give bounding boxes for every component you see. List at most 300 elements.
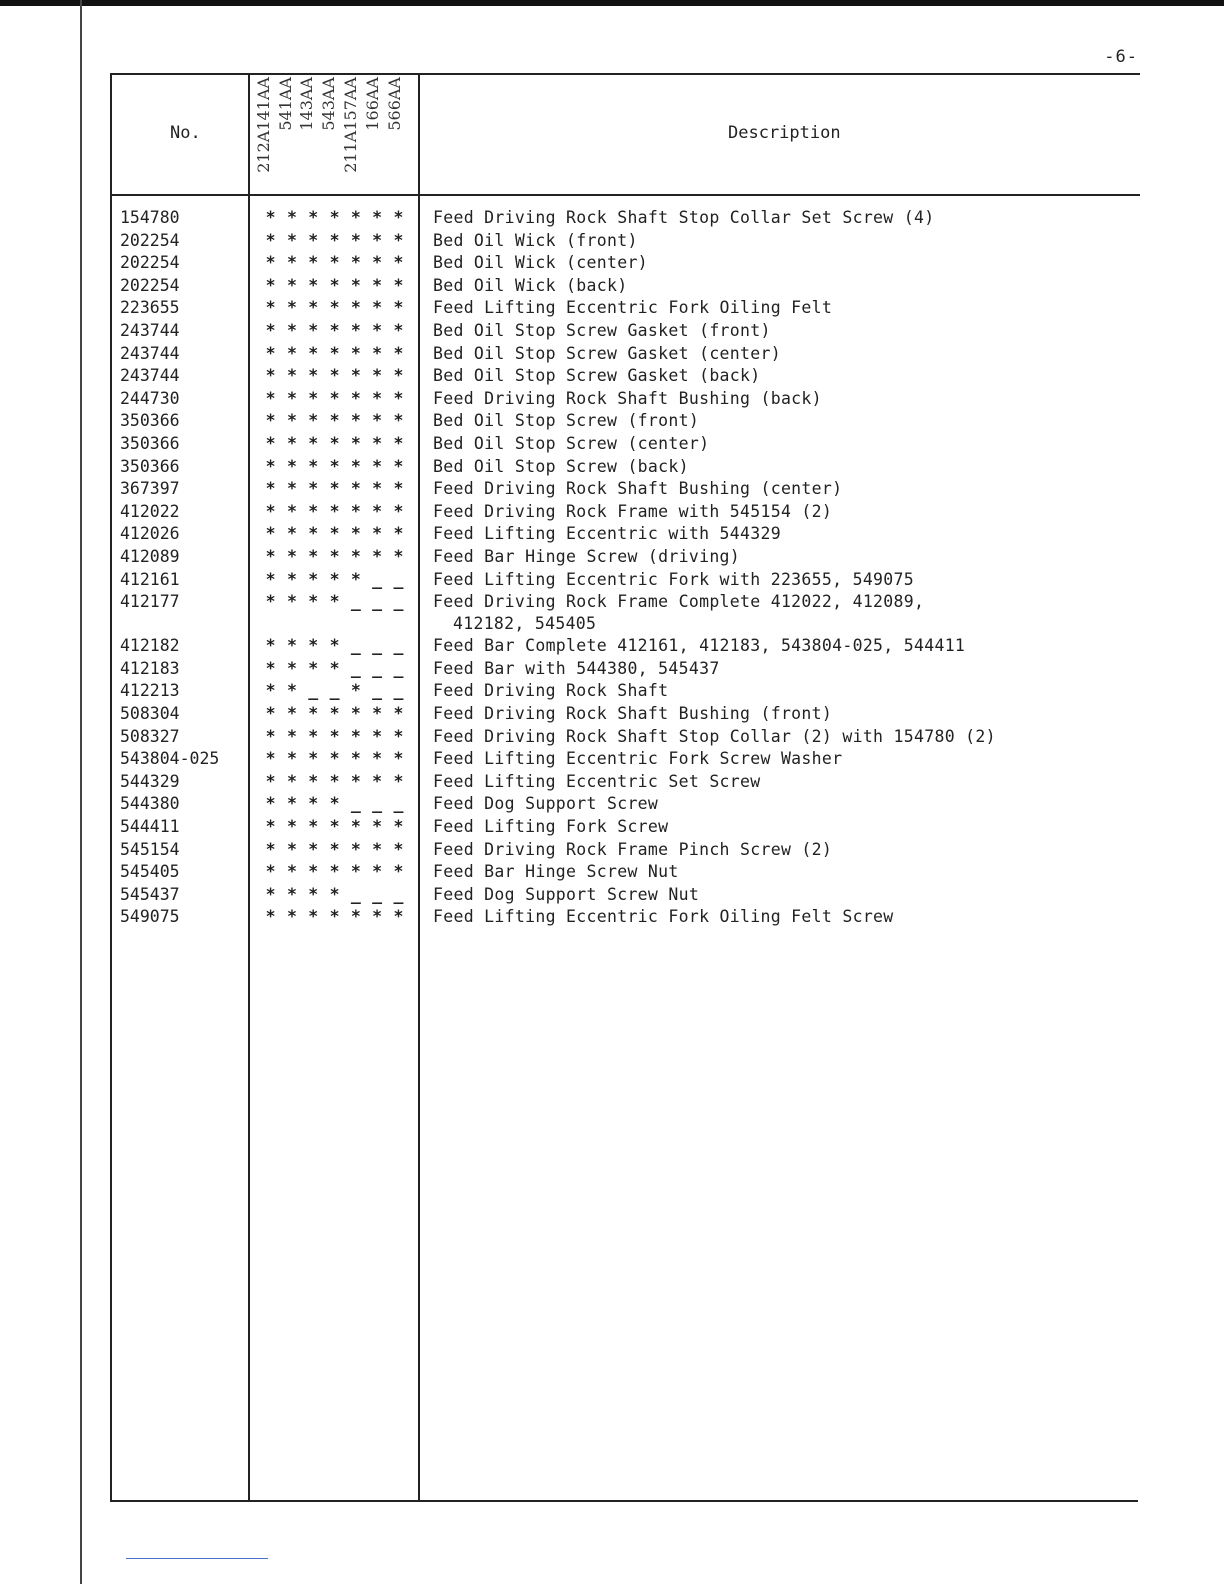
part-description: Feed Dog Support Screw Nut (433, 884, 700, 904)
applies-mark: * (372, 839, 383, 859)
applies-mark: * (286, 253, 297, 273)
applies-mark: * (265, 275, 276, 295)
applies-mark: * (329, 884, 340, 904)
applies-mark: * (265, 479, 276, 499)
applies-mark: * (329, 321, 340, 340)
applies-mark: * (393, 501, 404, 521)
applies-mark: * (393, 388, 404, 408)
model-header-4: 211A157AA (341, 77, 360, 173)
model-applicability-marks (260, 207, 420, 229)
table-row (110, 726, 1138, 748)
applies-mark: * (350, 681, 361, 701)
model-applicability-marks (260, 410, 420, 432)
part-description: Bed Oil Stop Screw (front) (433, 411, 700, 431)
part-description: Feed Driving Rock Frame Complete 412022, 412089, (433, 592, 925, 612)
applies-mark: * (265, 501, 276, 521)
model-applicability-marks (260, 906, 420, 928)
applies-mark: * (350, 569, 361, 589)
applies-mark: * (372, 862, 383, 882)
part-number: 543804-025 (120, 749, 220, 769)
footer-underline (126, 1558, 268, 1559)
applies-mark: * (308, 343, 319, 363)
applies-mark: * (372, 298, 383, 318)
table-row (110, 433, 1138, 455)
part-description: Bed Oil Stop Screw (back) (433, 456, 689, 476)
applies-mark: * (308, 298, 319, 318)
model-applicability-marks (260, 230, 420, 252)
applies-mark: * (350, 411, 361, 431)
not-applicable-mark: _ (393, 794, 404, 814)
applies-mark: * (329, 726, 340, 746)
applies-mark: * (286, 366, 297, 386)
part-description: Bed Oil Stop Screw Gasket (center) (433, 343, 781, 363)
part-number: 367397 (120, 479, 180, 499)
applies-mark: * (308, 388, 319, 408)
table-row (110, 456, 1138, 478)
applies-mark: * (372, 366, 383, 386)
applies-mark: * (286, 794, 297, 814)
applies-mark: * (329, 547, 340, 566)
part-description: Bed Oil Wick (back) (433, 275, 628, 295)
applies-mark: * (286, 704, 297, 723)
applies-mark: * (286, 749, 297, 769)
applies-mark: * (329, 524, 340, 544)
not-applicable-mark: _ (393, 569, 404, 589)
applies-mark: * (286, 726, 297, 746)
part-number: 412022 (120, 501, 180, 521)
applies-mark: * (265, 456, 276, 476)
applies-mark: * (286, 321, 297, 340)
applies-mark: * (308, 208, 319, 227)
part-description: Feed Driving Rock Shaft Bushing (front) (433, 704, 833, 723)
applies-mark: * (393, 366, 404, 386)
part-number: 154780 (120, 208, 180, 227)
applies-mark: * (329, 839, 340, 859)
applies-mark: * (265, 208, 276, 227)
applies-mark: * (286, 456, 297, 476)
applies-mark: * (286, 388, 297, 408)
applies-mark: * (286, 592, 297, 612)
applies-mark: * (372, 479, 383, 499)
applies-mark: * (350, 230, 361, 250)
applies-mark: * (286, 636, 297, 656)
applies-mark: * (308, 704, 319, 723)
part-description-continued: 412182, 545405 (453, 614, 597, 634)
not-applicable-mark: _ (393, 658, 404, 678)
model-header-6: 566AA (385, 77, 404, 131)
applies-mark: * (265, 839, 276, 859)
part-number: 412182 (120, 636, 180, 656)
applies-mark: * (372, 411, 383, 431)
model-applicability-marks (260, 680, 420, 702)
model-applicability-marks (260, 726, 420, 748)
applies-mark: * (308, 862, 319, 882)
model-applicability-marks (260, 343, 420, 365)
applies-mark: * (286, 411, 297, 431)
applies-mark: * (350, 726, 361, 746)
model-header-0: 212A141AA (254, 77, 273, 173)
applies-mark: * (372, 456, 383, 476)
not-applicable-mark: _ (350, 636, 361, 656)
applies-mark: * (393, 208, 404, 227)
part-description: Feed Lifting Eccentric Fork Oiling Felt Screw (433, 907, 894, 927)
applies-mark: * (308, 839, 319, 859)
model-header-3: 543AA (319, 77, 338, 131)
table-row (110, 523, 1138, 545)
table-bottom-rule (110, 1500, 1138, 1502)
model-applicability-marks (260, 546, 420, 568)
applies-mark: * (308, 726, 319, 746)
table-row (110, 839, 1138, 861)
applies-mark: * (372, 524, 383, 544)
applies-mark: * (265, 388, 276, 408)
applies-mark: * (393, 749, 404, 769)
applies-mark: * (350, 456, 361, 476)
applies-mark: * (372, 208, 383, 227)
applies-mark: * (350, 817, 361, 836)
part-number: 202254 (120, 275, 180, 295)
applies-mark: * (308, 907, 319, 927)
applies-mark: * (350, 434, 361, 453)
applies-mark: * (372, 547, 383, 566)
part-description: Feed Dog Support Screw (433, 794, 659, 814)
part-number: 412026 (120, 524, 180, 544)
top-border (0, 0, 1224, 6)
applies-mark: * (308, 321, 319, 340)
applies-mark: * (393, 547, 404, 566)
part-description: Feed Lifting Eccentric Fork with 223655, 549075 (433, 569, 914, 589)
applies-mark: * (329, 298, 340, 318)
model-applicability-marks (260, 635, 420, 657)
applies-mark: * (286, 569, 297, 589)
applies-mark: * (350, 547, 361, 566)
applies-mark: * (393, 704, 404, 723)
applies-mark: * (372, 771, 383, 791)
page-number: -6- (1104, 47, 1138, 67)
part-number: 544329 (120, 771, 180, 791)
applies-mark: * (350, 749, 361, 769)
model-applicability-marks (260, 297, 420, 319)
applies-mark: * (286, 907, 297, 927)
model-applicability-marks (260, 320, 420, 342)
applies-mark: * (393, 230, 404, 250)
applies-mark: * (393, 524, 404, 544)
part-description: Feed Driving Rock Shaft Stop Collar Set Screw (4) (433, 208, 935, 227)
applies-mark: * (329, 208, 340, 227)
applies-mark: * (286, 547, 297, 566)
applies-mark: * (265, 862, 276, 882)
model-applicability-marks (260, 884, 420, 906)
applies-mark: * (393, 434, 404, 453)
part-description: Feed Lifting Eccentric Fork Oiling Felt (433, 298, 833, 318)
table-row (110, 297, 1138, 319)
applies-mark: * (265, 636, 276, 656)
applies-mark: * (393, 343, 404, 363)
part-number: 412161 (120, 569, 180, 589)
part-number: 549075 (120, 907, 180, 927)
table-top-rule (110, 73, 1140, 75)
model-applicability-marks (260, 658, 420, 680)
table-row (110, 703, 1138, 725)
model-header-1: 541AA (276, 77, 295, 131)
applies-mark: * (350, 771, 361, 791)
not-applicable-mark: _ (393, 636, 404, 656)
table-row (110, 884, 1138, 906)
applies-mark: * (350, 704, 361, 723)
applies-mark: * (286, 479, 297, 499)
applies-mark: * (308, 275, 319, 295)
model-applicability-marks (260, 569, 420, 591)
not-applicable-mark: _ (372, 794, 383, 814)
part-number: 350366 (120, 456, 180, 476)
applies-mark: * (308, 749, 319, 769)
applies-mark: * (265, 704, 276, 723)
applies-mark: * (265, 253, 276, 273)
applies-mark: * (350, 479, 361, 499)
applies-mark: * (372, 388, 383, 408)
applies-mark: * (372, 321, 383, 340)
part-number: 244730 (120, 388, 180, 408)
not-applicable-mark: _ (393, 592, 404, 612)
part-description: Bed Oil Stop Screw (center) (433, 434, 710, 453)
applies-mark: * (372, 434, 383, 453)
applies-mark: * (329, 411, 340, 431)
applies-mark: * (265, 884, 276, 904)
applies-mark: * (393, 411, 404, 431)
applies-mark: * (308, 817, 319, 836)
model-header-2: 143AA (297, 77, 316, 131)
model-applicability-marks (260, 456, 420, 478)
applies-mark: * (308, 771, 319, 791)
header-no: No. (170, 123, 201, 143)
model-applicability-marks (260, 793, 420, 815)
applies-mark: * (308, 636, 319, 656)
part-number: 544380 (120, 794, 180, 814)
applies-mark: * (265, 524, 276, 544)
applies-mark: * (329, 862, 340, 882)
part-description: Bed Oil Stop Screw Gasket (back) (433, 366, 761, 386)
binding-margin-line (80, 0, 82, 1584)
table-row (110, 207, 1138, 229)
part-description: Feed Driving Rock Frame with 545154 (2) (433, 501, 833, 521)
applies-mark: * (286, 771, 297, 791)
table-row (110, 771, 1138, 793)
applies-mark: * (265, 298, 276, 318)
applies-mark: * (286, 839, 297, 859)
part-number: 350366 (120, 411, 180, 431)
part-description: Feed Lifting Fork Screw (433, 817, 669, 836)
model-applicability-marks (260, 839, 420, 861)
applies-mark: * (308, 479, 319, 499)
table-row (110, 635, 1138, 657)
applies-mark: * (393, 839, 404, 859)
table-row (110, 320, 1138, 342)
applies-mark: * (265, 726, 276, 746)
table-row (110, 410, 1138, 432)
applies-mark: * (350, 388, 361, 408)
applies-mark: * (372, 501, 383, 521)
applies-mark: * (286, 434, 297, 453)
applies-mark: * (286, 298, 297, 318)
applies-mark: * (329, 794, 340, 814)
table-row (110, 501, 1138, 523)
part-description: Feed Bar Complete 412161, 412183, 543804-025, 544411 (433, 636, 966, 656)
applies-mark: * (308, 569, 319, 589)
applies-mark: * (372, 343, 383, 363)
part-description: Feed Driving Rock Shaft (433, 681, 669, 701)
applies-mark: * (265, 343, 276, 363)
part-number: 508327 (120, 726, 180, 746)
table-header-rule (110, 194, 1140, 196)
applies-mark: * (265, 771, 276, 791)
applies-mark: * (286, 208, 297, 227)
part-description: Feed Lifting Eccentric Set Screw (433, 771, 761, 791)
applies-mark: * (350, 839, 361, 859)
table-row (110, 365, 1138, 387)
part-number: 545405 (120, 862, 180, 882)
table-row (110, 680, 1138, 702)
part-description: Feed Driving Rock Shaft Stop Collar (2) with 154780 (2) (433, 726, 996, 746)
applies-mark: * (393, 253, 404, 273)
applies-mark: * (350, 343, 361, 363)
applies-mark: * (265, 411, 276, 431)
table-row (110, 591, 1138, 635)
table-row (110, 748, 1138, 770)
applies-mark: * (393, 726, 404, 746)
applies-mark: * (393, 321, 404, 340)
model-applicability-marks (260, 388, 420, 410)
part-description: Feed Bar with 544380, 545437 (433, 658, 720, 678)
table-row (110, 906, 1138, 928)
part-number: 412183 (120, 658, 180, 678)
applies-mark: * (350, 366, 361, 386)
table-row (110, 252, 1138, 274)
not-applicable-mark: _ (372, 636, 383, 656)
applies-mark: * (350, 501, 361, 521)
applies-mark: * (350, 275, 361, 295)
table-row (110, 388, 1138, 410)
model-applicability-marks (260, 703, 420, 725)
part-description: Feed Lifting Eccentric Fork Screw Washer (433, 749, 843, 769)
table-row (110, 343, 1138, 365)
applies-mark: * (265, 749, 276, 769)
applies-mark: * (286, 817, 297, 836)
applies-mark: * (308, 434, 319, 453)
table-row (110, 478, 1138, 500)
table-row (110, 658, 1138, 680)
applies-mark: * (329, 253, 340, 273)
applies-mark: * (329, 817, 340, 836)
applies-mark: * (329, 658, 340, 678)
applies-mark: * (372, 704, 383, 723)
model-header-5: 166AA (363, 77, 382, 131)
applies-mark: * (308, 592, 319, 612)
applies-mark: * (265, 794, 276, 814)
applies-mark: * (286, 658, 297, 678)
applies-mark: * (372, 749, 383, 769)
not-applicable-mark: _ (350, 592, 361, 612)
applies-mark: * (265, 321, 276, 340)
applies-mark: * (308, 658, 319, 678)
not-applicable-mark: _ (350, 794, 361, 814)
part-description: Bed Oil Stop Screw Gasket (front) (433, 321, 771, 340)
applies-mark: * (372, 253, 383, 273)
part-number: 202254 (120, 253, 180, 273)
part-number: 243744 (120, 321, 180, 340)
applies-mark: * (308, 501, 319, 521)
table-row (110, 816, 1138, 838)
part-description: Feed Lifting Eccentric with 544329 (433, 524, 781, 544)
applies-mark: * (350, 907, 361, 927)
applies-mark: * (265, 230, 276, 250)
applies-mark: * (286, 501, 297, 521)
not-applicable-mark: _ (393, 884, 404, 904)
applies-mark: * (329, 479, 340, 499)
applies-mark: * (329, 230, 340, 250)
model-applicability-marks (260, 748, 420, 770)
applies-mark: * (308, 366, 319, 386)
applies-mark: * (286, 343, 297, 363)
model-applicability-marks (260, 861, 420, 883)
model-applicability-marks (260, 771, 420, 793)
applies-mark: * (265, 592, 276, 612)
part-number: 412177 (120, 592, 180, 612)
applies-mark: * (308, 230, 319, 250)
table-row (110, 546, 1138, 568)
part-number: 544411 (120, 817, 180, 836)
applies-mark: * (308, 411, 319, 431)
applies-mark: * (329, 636, 340, 656)
applies-mark: * (350, 253, 361, 273)
table-row (110, 230, 1138, 252)
part-description: Feed Bar Hinge Screw Nut (433, 862, 679, 882)
applies-mark: * (350, 298, 361, 318)
not-applicable-mark: _ (372, 884, 383, 904)
part-number: 243744 (120, 343, 180, 363)
not-applicable-mark: _ (372, 681, 383, 701)
applies-mark: * (329, 456, 340, 476)
applies-mark: * (265, 817, 276, 836)
applies-mark: * (372, 275, 383, 295)
applies-mark: * (329, 569, 340, 589)
not-applicable-mark: _ (350, 884, 361, 904)
not-applicable-mark: _ (372, 658, 383, 678)
applies-mark: * (329, 749, 340, 769)
applies-mark: * (308, 524, 319, 544)
not-applicable-mark: _ (372, 569, 383, 589)
applies-mark: * (350, 862, 361, 882)
applies-mark: * (329, 501, 340, 521)
not-applicable-mark: _ (350, 658, 361, 678)
applies-mark: * (286, 230, 297, 250)
applies-mark: * (329, 592, 340, 612)
applies-mark: * (393, 479, 404, 499)
part-number: 223655 (120, 298, 180, 318)
applies-mark: * (286, 862, 297, 882)
applies-mark: * (265, 547, 276, 566)
applies-mark: * (329, 343, 340, 363)
applies-mark: * (329, 275, 340, 295)
model-applicability-marks (260, 816, 420, 838)
applies-mark: * (308, 884, 319, 904)
not-applicable-mark: _ (329, 681, 340, 701)
applies-mark: * (265, 907, 276, 927)
applies-mark: * (308, 253, 319, 273)
applies-mark: * (265, 434, 276, 453)
applies-mark: * (329, 366, 340, 386)
part-description: Feed Driving Rock Frame Pinch Screw (2) (433, 839, 833, 859)
part-description: Bed Oil Wick (center) (433, 253, 648, 273)
